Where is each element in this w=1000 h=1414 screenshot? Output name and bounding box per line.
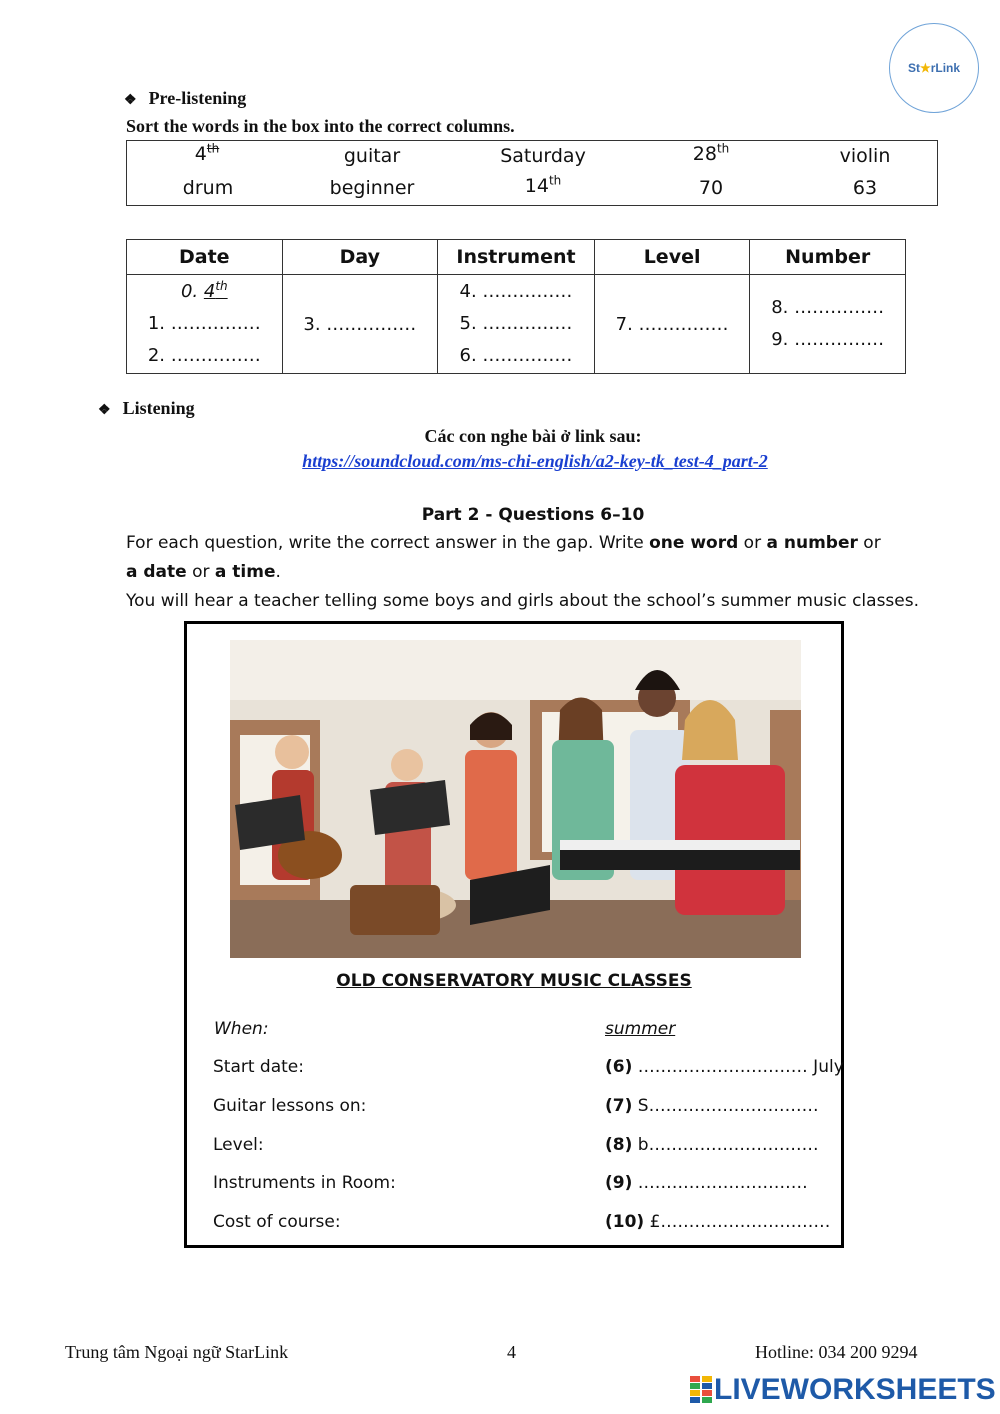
form-answer: (8) b………………………… [605,1135,819,1155]
instrument-cell [438,275,595,374]
answer-gap[interactable]: S………………………… [632,1096,819,1116]
word-item: 28th [692,141,730,165]
answer-gap[interactable]: 7. …………… [615,313,729,335]
sort-instruction: Sort the words in the box into the correct columns. [126,116,515,136]
liveworksheets-logo [690,1373,996,1407]
answer-gap[interactable]: 9. …………… [771,329,885,350]
word-item: 63 [852,177,878,199]
link-intro: Các con nghe bài ở link sau: [424,426,642,446]
soundcloud-link[interactable]: https://soundcloud.com/ms-chi-english/a2-key-tk_test-4_part-2 [302,451,768,471]
form-label: Cost of course: [213,1212,341,1232]
music-class-photo [230,640,801,958]
word-item: 14th [524,173,562,197]
answer-gap[interactable]: £………………………… [644,1212,831,1232]
form-label: Level: [213,1135,264,1155]
word-item: guitar [343,145,401,167]
form-answer: (7) S………………………… [605,1096,819,1116]
pre-listening-heading [124,88,246,109]
form-label: Start date: [213,1057,304,1077]
diamond-bullet-icon: ❖ [98,403,111,418]
level-cell [594,275,750,374]
answer-gap[interactable]: 5. …………… [459,313,573,334]
form-title: OLD CONSERVATORY MUSIC CLASSES [336,971,692,991]
column-header: Date [127,240,283,275]
form-value: summer [605,1019,676,1039]
form-answer: (6) ………………………… July [605,1057,844,1077]
form-label: Instruments in Room: [213,1173,396,1193]
answer-gap[interactable]: ………………………… July [632,1057,844,1077]
word-item: drum [182,177,234,199]
sort-table [126,239,906,374]
word-item: beginner [329,177,415,199]
answer-gap[interactable]: b………………………… [632,1135,819,1155]
part-title: Part 2 - Questions 6–10 [421,505,645,525]
word-item: violin [839,145,891,167]
listening-heading [98,398,195,419]
answer-gap[interactable]: 3. …………… [303,313,417,335]
column-header: Level [594,240,750,275]
liveworksheets-icon [690,1376,712,1404]
starlink-logo [889,23,979,113]
diamond-bullet-icon: ❖ [124,93,137,108]
column-header: Day [282,240,438,275]
form-label: Guitar lessons on: [213,1096,367,1116]
column-header: Number [750,240,906,275]
liveworksheets-text: LIVEWORKSHEETS [714,1373,996,1406]
pre-listening-title: Pre-listening [148,88,247,108]
word-box [126,140,938,206]
logo-text-b: rLink [930,61,961,75]
part-instructions [126,529,926,616]
column-header: Instrument [438,240,595,275]
logo-text-a: St [907,61,920,75]
link-wrapper [0,451,1000,472]
star-icon: ★ [919,61,931,75]
number-cell [750,275,906,374]
form-answer: (10) £………………………… [605,1212,831,1232]
instruction-line-1: For each question, write the correct answer in the gap. Write one word or a number or [126,533,881,553]
listening-title: Listening [122,398,195,418]
footer-left: Trung tâm Ngoại ngữ StarLink [65,1342,289,1362]
context-line: You will hear a teacher telling some boys and girls about the school’s summer music classes. [126,591,920,611]
word-item: Saturday [500,145,586,167]
form-label: When: [214,1019,269,1039]
answer-gap[interactable]: 4. …………… [459,281,573,302]
example-answer: 0. 4th [180,279,228,302]
answer-gap[interactable]: 8. …………… [771,297,885,318]
date-cell [127,275,283,374]
page-number: 4 [507,1342,516,1362]
answer-gap[interactable]: 2. …………… [147,345,261,366]
word-item: 70 [698,177,724,199]
answer-gap[interactable]: 6. …………… [459,345,573,366]
form-answer: (9) ………………………… [605,1173,808,1193]
footer-hotline: Hotline: 034 200 9294 [755,1342,918,1362]
word-item: 4th [194,141,220,165]
answer-gap[interactable]: ………………………… [632,1173,808,1193]
day-cell [282,275,438,374]
instruction-line-2: a date or a time. [126,562,281,582]
answer-gap[interactable]: 1. …………… [147,313,261,334]
